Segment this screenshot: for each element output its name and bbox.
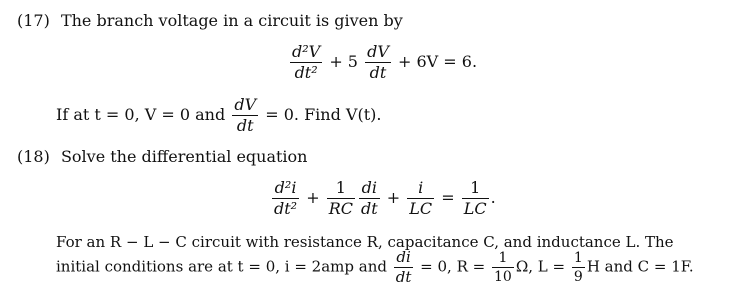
fraction: $\frac{di}{dt}$: [395, 248, 412, 286]
fraction: $\frac{dV}{dt}$: [367, 42, 389, 82]
fraction: $\frac{\text{d²i}}{\text{dt²}}$: [274, 178, 298, 218]
fraction: $\frac{1}{9}$: [573, 250, 583, 285]
equation-18: [270, 180, 496, 217]
operator: +: [386, 188, 401, 207]
operator: + 5: [329, 52, 358, 71]
problem-statement: The branch voltage in a circuit is given by: [60, 11, 403, 30]
fraction: $\frac{\text{d²V}}{\text{dt²}}$: [292, 42, 321, 82]
fraction: $\frac{1}{LC}$: [463, 178, 487, 218]
equation-17: [288, 44, 477, 81]
fraction: $\frac{i}{LC}$: [409, 178, 433, 218]
fraction: $\frac{dV}{dt}$: [234, 95, 257, 135]
capacitance-text: H and C = 1F.: [586, 257, 694, 276]
initial-conditions-text: initial conditions are at t = 0, i = 2amp and: [56, 257, 387, 276]
problem-number: (17): [17, 11, 50, 30]
inductance-text: Ω, L =: [515, 257, 566, 276]
fraction: $\frac{1}{RC}$: [328, 178, 353, 218]
description-line-2: [56, 250, 694, 285]
problem-18-heading: [17, 147, 307, 166]
fraction: $\frac{di}{dt}$: [360, 178, 378, 218]
problem-statement: Solve the differential equation: [60, 147, 308, 166]
condition-17: [56, 97, 381, 134]
resistance-text: = 0, R =: [420, 257, 486, 276]
fraction: $\frac{1}{10}$: [494, 250, 512, 285]
operator: =: [441, 188, 455, 207]
condition-text: If at t = 0, V = 0 and: [56, 105, 226, 124]
operator: +: [306, 188, 320, 207]
problem-17-heading: [17, 11, 403, 30]
problem-number: (18): [17, 147, 50, 166]
condition-suffix: = 0. Find V(t).: [265, 105, 382, 124]
equation-rest: + 6V = 6.: [397, 52, 478, 71]
description-line-1: For an R − L − C circuit with resistance R, capacitance C, and inductance L. The: [56, 233, 674, 251]
period: .: [490, 188, 496, 207]
